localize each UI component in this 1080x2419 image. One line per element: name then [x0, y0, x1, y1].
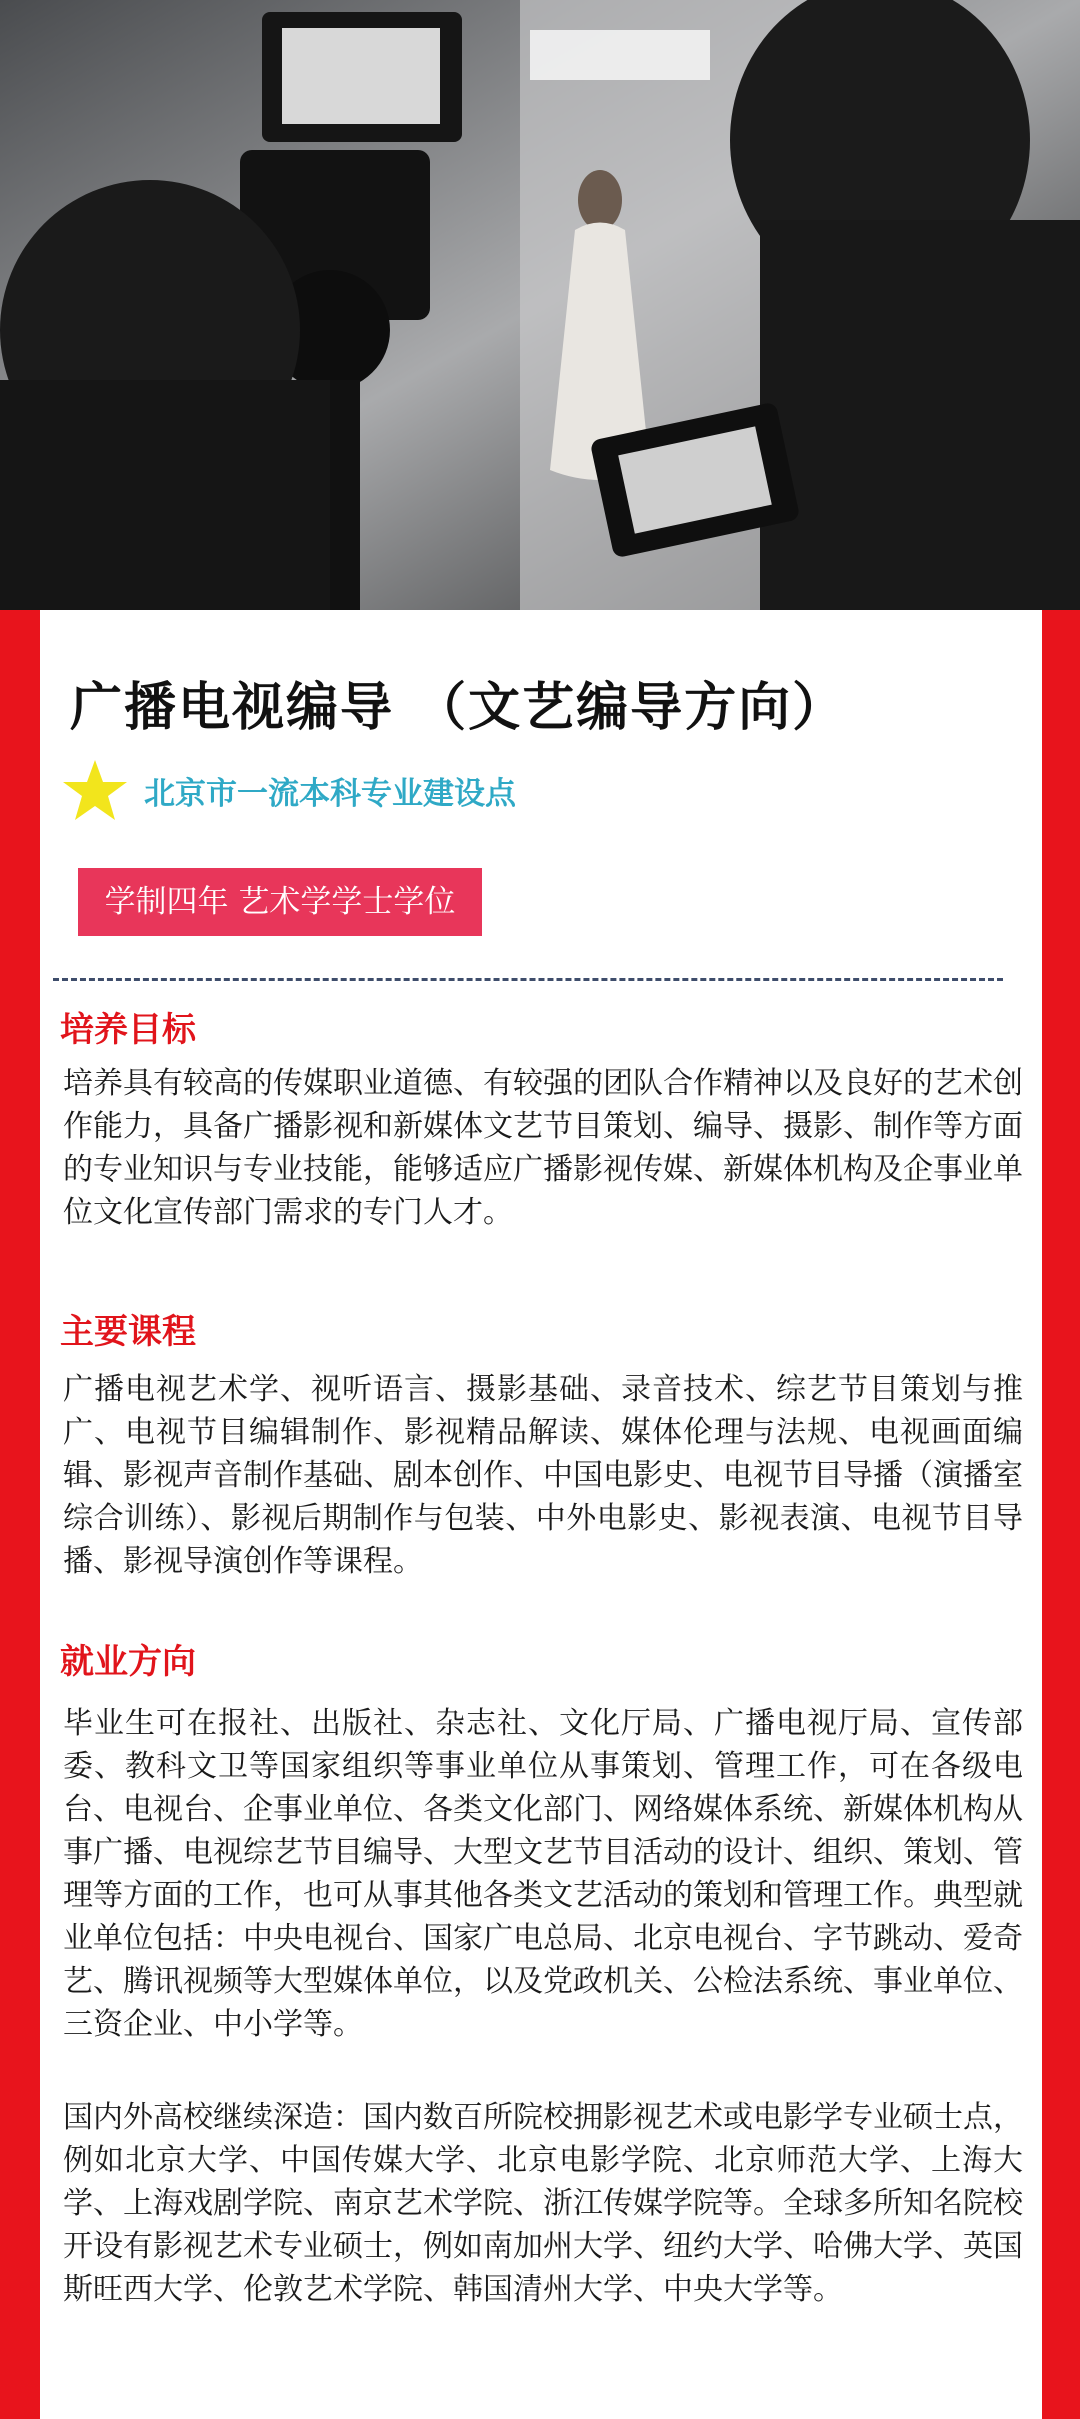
page-title: 广播电视编导 （文艺编导方向）: [70, 678, 847, 738]
section-heading-courses: 主要课程: [60, 1312, 196, 1352]
section-text-further-study: 国内外高校继续深造：国内数百所院校拥影视艺术或电影学专业硕士点，例如北京大学、中国传媒大学、北京电影学院、北京师范大学、上海大学、上海戏剧学院、南京艺术学院、浙江传媒学院等。全球多所知名院校开设有影视艺术专业硕士，例如南加州大学、纽约大学、哈佛大学、英国斯旺西大学、伦敦艺术学院、韩国清州大学、中央大学等。: [63, 2100, 1023, 2307]
section-text-courses: 广播电视艺术学、视听语言、摄影基础、录音技术、综艺节目策划与推广、电视节目编辑制作、影视精品解读、媒体伦理与法规、电视画面编辑、影视声音制作基础、剧本创作、中国电影史、电视节目导播（演播室综合训练）、影视后期制作与包装、中外电影史、影视表演、电视节目导播、影视导演创作等课程。: [63, 1372, 1023, 1579]
hero-photo: [0, 0, 1080, 610]
dashed-divider: [53, 978, 1003, 981]
section-heading-goals: 培养目标: [60, 1010, 196, 1050]
section-text-careers: 毕业生可在报社、出版社、杂志社、文化厅局、广播电视厅局、宣传部委、教科文卫等国家组织等事业单位从事策划、管理工作，可在各级电台、电视台、企事业单位、各类文化部门、网络媒体系统、新媒体机构从事广播、电视综艺节目编导、大型文艺节目活动的设计、组织、策划、管理等方面的工作，也可从事其他各类文艺活动的策划和管理工作。典型就业单位包括：中央电视台、国家广电总局、北京电视台、字节跳动、爱奇艺、腾讯视频等大型媒体单位，以及党政机关、公检法系统、事业单位、三资企业、中小学等。: [63, 1706, 1023, 2042]
section-heading-careers: 就业方向: [60, 1642, 196, 1682]
star-icon: [60, 758, 130, 824]
badge-text: 北京市一流本科专业建设点: [144, 776, 516, 812]
section-text-goals: 培养具有较高的传媒职业道德、有较强的团队合作精神以及良好的艺术创作能力，具备广播影视和新媒体文艺节目策划、编导、摄影、制作等方面的专业知识与专业技能，能够适应广播影视传媒、新媒体机构及企事业单位文化宣传部门需求的专门人才。: [63, 1066, 1023, 1230]
degree-tag: 学制四年 艺术学学士学位: [78, 868, 482, 936]
content-card: [40, 610, 1042, 2419]
